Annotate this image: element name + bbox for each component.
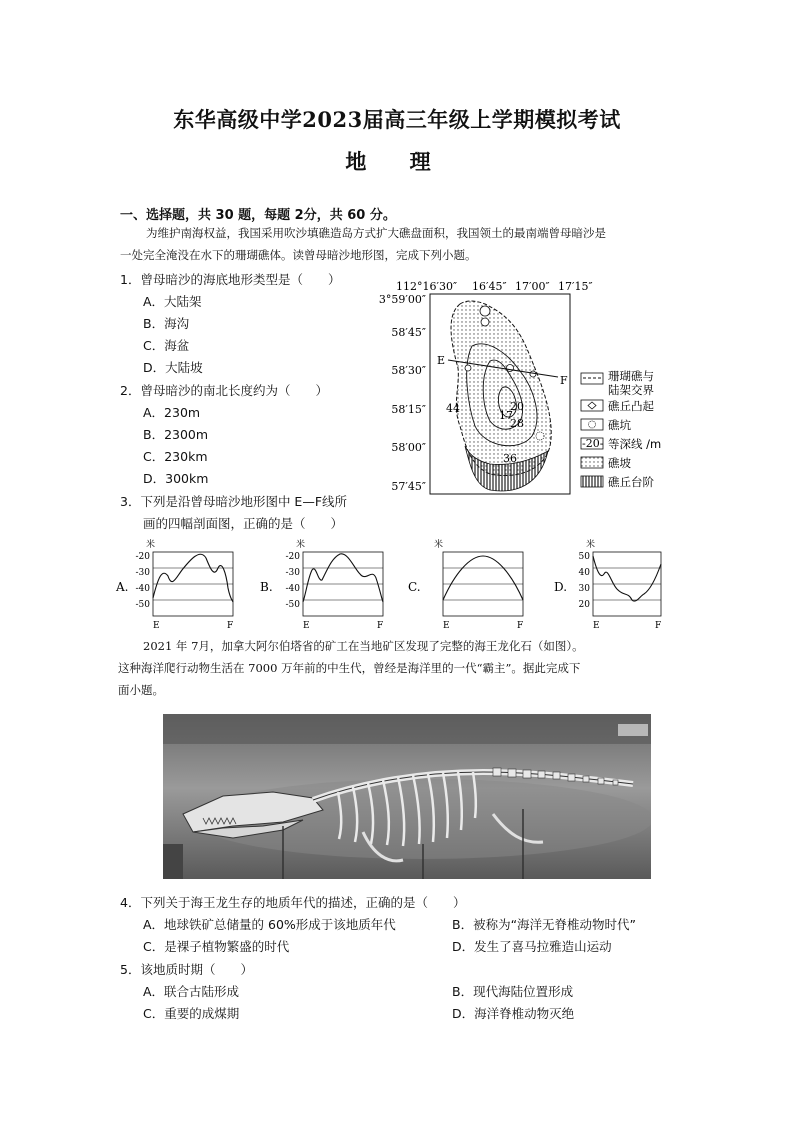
legend-box — [581, 476, 603, 487]
lon-label-2: 16′45″ — [472, 280, 507, 293]
profile-d-unit: 米 — [586, 540, 596, 550]
q2-option-d[interactable]: D．300km — [143, 471, 209, 486]
tick-label: 20 — [578, 600, 590, 610]
tick-label: 40 — [578, 568, 590, 578]
section-heading: 一、选择题，共 30 题，每题 2分，共 60 分。 — [120, 208, 396, 223]
q5-stem: 5．该地质时期（ ） — [120, 962, 253, 977]
legend-reef-boundary-1: 珊瑚礁与 — [608, 369, 654, 383]
q1-option-a[interactable]: A．大陆架 — [143, 294, 202, 309]
dune-marker — [481, 318, 489, 326]
lon-label-4: 17′15″ — [558, 280, 593, 293]
tick-label: -30 — [285, 568, 300, 578]
profile-charts — [110, 538, 680, 634]
legend-slope: 礁坡 — [608, 456, 631, 470]
depth-label: 36 — [503, 452, 517, 465]
profile-d-label: D. — [554, 580, 568, 594]
profile-b-line — [303, 554, 383, 602]
q2-option-c[interactable]: C．230km — [143, 449, 208, 464]
tick-label: -40 — [135, 584, 150, 594]
profile-a-e: E — [153, 621, 160, 631]
profile-b-f: F — [377, 621, 384, 631]
profile-a-label: A. — [116, 580, 129, 594]
legend-reef-boundary-2: 陆架交界 — [608, 383, 654, 397]
exam-title: 东华高级中学2023届高三年级上学期模拟考试 — [173, 107, 621, 132]
tick-label: 50 — [578, 552, 590, 562]
tick-label: -50 — [135, 600, 150, 610]
pit-marker — [536, 432, 544, 440]
profile-b[interactable] — [260, 538, 383, 631]
legend-contour-number: -20- — [582, 437, 604, 450]
profile-b-e: E — [303, 621, 310, 631]
q5-option-d[interactable]: D．海洋脊椎动物灭绝 — [452, 1006, 575, 1021]
lat-label-1: 3°59′00″ — [378, 293, 426, 306]
q5-option-a[interactable]: A．联合古陆形成 — [143, 984, 240, 999]
q4-option-c[interactable]: C．是裸子植物繁盛的时代 — [143, 939, 290, 954]
q1-option-d[interactable]: D．大陆坡 — [143, 360, 203, 375]
depth-label: 17 — [499, 409, 513, 422]
passage1-line1: 为维护南海权益，我国采用吹沙填礁造岛方式扩大礁盘面积，我国领土的最南端曾母暗沙是 — [146, 226, 606, 240]
q2-stem: 2．曾母暗沙的南北长度约为（ ） — [120, 383, 328, 398]
q3-stem-line1: 3．下列是沿曾母暗沙地形图中 E—F线所 — [120, 494, 348, 509]
q2-option-b[interactable]: B．2300m — [143, 427, 209, 442]
reef-topographic-map — [360, 276, 690, 498]
legend-pit: 礁坑 — [608, 418, 631, 432]
profile-d[interactable] — [554, 538, 661, 631]
q4-option-d[interactable]: D．发生了喜马拉雅造山运动 — [452, 939, 612, 954]
tick-label: -30 — [135, 568, 150, 578]
mosasaur-fossil-photo — [163, 714, 651, 879]
q4-option-a[interactable]: A．地球铁矿总储量的 60%形成于该地质年代 — [143, 917, 396, 932]
q1-stem: 1．曾母暗沙的海底地形类型是（ ） — [120, 272, 341, 287]
q2-option-a[interactable]: A．230m — [143, 405, 201, 420]
passage2-line3: 面小题。 — [118, 683, 164, 697]
profile-d-e: E — [593, 621, 600, 631]
dune-marker — [480, 306, 490, 316]
lat-label-5: 58′00″ — [391, 441, 426, 454]
tick-label: -40 — [285, 584, 300, 594]
depth-label: 28 — [510, 417, 524, 430]
profile-c-label: C. — [408, 580, 421, 594]
profile-b-unit: 米 — [296, 540, 306, 550]
depth-label: 20 — [510, 400, 524, 413]
q4-option-b[interactable]: B．被称为“海洋无脊椎动物时代” — [452, 917, 637, 932]
q3-stem-line2: 画的四幅剖面图，正确的是（ ） — [143, 516, 344, 531]
profile-d-f: F — [655, 621, 662, 631]
passage1-line2: 一处完全淹没在水下的珊瑚礁体。读曾母暗沙地形图，完成下列小题。 — [120, 248, 477, 262]
lat-label-2: 58′45″ — [391, 326, 426, 339]
passage2-line1: 2021 年 7月，加拿大阿尔伯塔省的矿工在当地矿区发现了完整的海王龙化石（如图）。 — [143, 639, 584, 653]
profile-c-e: E — [443, 621, 450, 631]
q5-option-b[interactable]: B．现代海陆位置形成 — [452, 984, 574, 999]
lat-label-4: 58′15″ — [391, 403, 426, 416]
tick-label: 30 — [578, 584, 590, 594]
depth-label: 44 — [446, 402, 460, 415]
profile-c-line — [443, 556, 523, 600]
profile-c-f: F — [517, 621, 524, 631]
tick-label: -50 — [285, 600, 300, 610]
point-f-label: F — [560, 374, 568, 387]
profile-a-unit: 米 — [146, 540, 156, 550]
q4-stem: 4．下列关于海王龙生存的地质年代的描述，正确的是（ ） — [120, 895, 466, 910]
q5-option-c[interactable]: C．重要的成煤期 — [143, 1006, 240, 1021]
lat-label-6: 57′45″ — [391, 480, 426, 493]
lon-label-1: 112°16′30″ — [396, 280, 458, 293]
q1-option-c[interactable]: C．海盆 — [143, 338, 190, 353]
profile-c-unit: 米 — [434, 540, 444, 550]
tick-label: -20 — [285, 552, 300, 562]
legend-terrace: 礁丘台阶 — [608, 475, 654, 489]
profile-a[interactable] — [115, 538, 233, 631]
legend-contour: 等深线 /m — [608, 437, 662, 451]
passage2-line2: 这种海洋爬行动物生活在 7000 万年前的中生代，曾经是海洋里的一代“霸主”。据此完成下 — [118, 661, 581, 675]
point-e-label: E — [437, 354, 446, 367]
dune-marker — [465, 365, 471, 371]
profile-b-label: B. — [260, 580, 273, 594]
profile-d-line — [593, 556, 661, 601]
profile-a-line — [153, 554, 233, 602]
legend-dune: 礁丘凸起 — [608, 399, 654, 413]
lon-label-3: 17′00″ — [515, 280, 550, 293]
profile-c[interactable] — [408, 538, 523, 631]
legend-box — [581, 457, 603, 468]
tick-label: -20 — [135, 552, 150, 562]
q1-option-b[interactable]: B．海沟 — [143, 316, 190, 331]
lat-label-3: 58′30″ — [391, 364, 426, 377]
subject-title: 地 理 — [345, 149, 449, 174]
profile-a-f: F — [227, 621, 234, 631]
